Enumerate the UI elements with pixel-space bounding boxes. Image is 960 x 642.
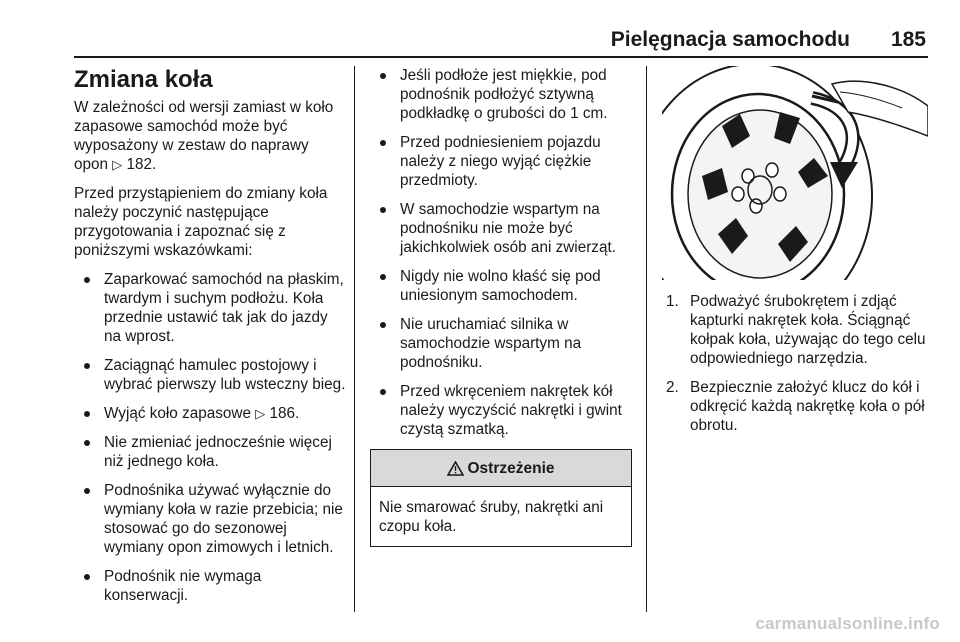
column-2 <box>370 66 632 547</box>
list-item: 1. Podważyć śrubokrętem i zdjąć kapturki nakrętek koła. Ściągnąć kołpak koła, używając do tego celu odpowiedniego narzędzia. <box>666 293 926 367</box>
list-item: Jeśli podłoże jest miękkie, pod podnośnik podłożyć sztywną podkładkę o grubości do 1 cm. <box>370 66 632 123</box>
bullet-icon <box>84 363 90 369</box>
section-title: Zmiana koła <box>74 66 213 93</box>
warning-box <box>370 449 632 547</box>
warning-title: Ostrzeżenie <box>467 459 555 477</box>
page-ref-arrow-icon: ▷ <box>255 406 266 421</box>
list-item: Nie uruchamiać silnika w samochodzie wspartym na podnośniku. <box>370 315 632 372</box>
bullet-icon <box>380 207 386 213</box>
bullet-icon <box>380 274 386 280</box>
list-item: 2. Bezpiecznie założyć klucz do kół i odkręcić każdą nakrętkę koła o pół obrotu. <box>666 379 925 434</box>
warning-header <box>371 450 631 487</box>
wheel-hubcap-icon <box>662 66 928 280</box>
bullet-icon <box>84 411 90 417</box>
intro-ref[interactable]: 182. <box>126 156 157 173</box>
bullet-icon <box>380 389 386 395</box>
column-divider-1 <box>354 66 355 612</box>
column-3 <box>666 292 932 445</box>
safety-bullet-list <box>370 66 632 439</box>
list-item: Podnośnik nie wymaga konserwacji. <box>74 567 346 605</box>
list-item: Wyjąć koło zapasowe ▷ 186. <box>74 404 346 423</box>
prep-bullet-list <box>74 270 346 605</box>
bullet-icon <box>380 73 386 79</box>
prep-paragraph: Przed przystąpieniem do zmiany koła należy poczynić następujące przygotowania i zapoznać się z poniższymi wskazówkami: <box>74 185 328 259</box>
wheel-cover-illustration <box>662 66 928 280</box>
intro-text: W zależności od wersji zamiast w koło zapasowe samochód może być wyposażony w zestaw do naprawy opon <box>74 99 334 173</box>
warning-body: Nie smarować śruby, nakrętki ani czopu koła. <box>379 499 604 535</box>
list-item: Nigdy nie wolno kłaść się pod uniesionym samochodem. <box>370 267 632 305</box>
list-item: Podnośnika używać wyłącznie do wymiany koła w razie przebicia; nie stosować go do sezonowej wymiany opon zimowych i letnich. <box>74 481 346 557</box>
warning-triangle-icon <box>447 461 464 476</box>
running-header-title: Pielęgnacja samochodu <box>610 28 850 51</box>
bullet-ref[interactable]: 186. <box>269 405 300 422</box>
bullet-icon <box>84 488 90 494</box>
column-divider-2 <box>646 66 647 612</box>
bullet-icon <box>84 277 90 283</box>
bullet-icon <box>380 322 386 328</box>
list-item: W samochodzie wspartym na podnośniku nie może być jakichkolwiek osób ani zwierząt. <box>370 200 632 257</box>
page-number: 185 <box>890 28 926 51</box>
bullet-icon <box>84 440 90 446</box>
list-item: Przed wkręceniem nakrętek kół należy wyczyścić nakrętki i gwint czystą szmatką. <box>370 382 632 439</box>
list-item: Przed podniesieniem pojazdu należy z niego wyjąć ciężkie przedmioty. <box>370 133 632 190</box>
bullet-icon <box>380 140 386 146</box>
steps-list <box>666 292 932 435</box>
page-ref-arrow-icon: ▷ <box>112 157 123 172</box>
bullet-icon <box>84 574 90 580</box>
list-item: Zaciągnąć hamulec postojowy i wybrać pierwszy lub wsteczny bieg. <box>74 356 346 394</box>
column-1 <box>74 66 346 615</box>
list-item: Nie zmieniać jednocześnie więcej niż jednego koła. <box>74 433 346 471</box>
list-item: Zaparkować samochód na płaskim, twardym i suchym podłożu. Koła przednie ustawić tak jak do jazdy na wprost. <box>74 270 346 346</box>
intro-paragraph <box>74 98 346 174</box>
header-rule <box>74 56 928 58</box>
watermark: carmanualsonline.info <box>755 614 940 633</box>
